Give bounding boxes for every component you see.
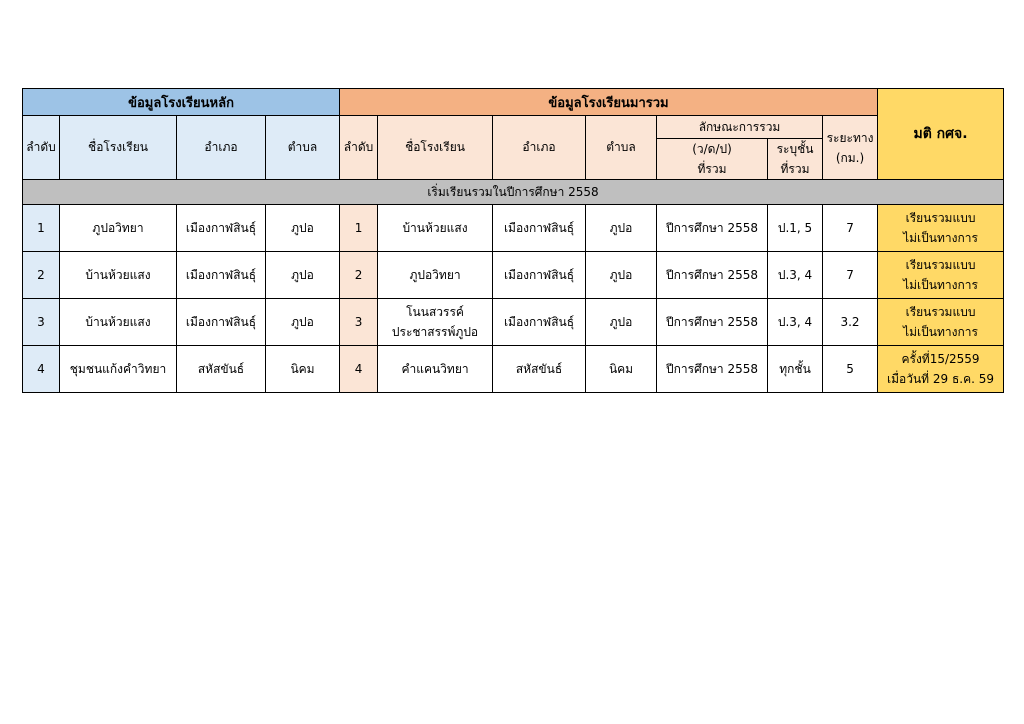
row-merge-school-line1: บ้านห้วยแสง [402, 221, 468, 235]
row-subdistrict: ภูปอ [266, 299, 340, 346]
row-merge-school-line2: ประชาสรรพ์ภูปอ [391, 325, 479, 339]
row-grades: ทุกชั้น [768, 346, 823, 393]
row-seq: 4 [23, 346, 60, 393]
distance-header-line2: (กม.) [835, 150, 865, 165]
row-resolution-line2: ไม่เป็นทางการ [903, 278, 978, 292]
merge-date-header-line2: ที่รวม [697, 162, 727, 176]
row-resolution [878, 346, 1004, 393]
merge-school-header: ชื่อโรงเรียน [378, 116, 493, 180]
table-row [23, 252, 1004, 299]
row-resolution-line2: ไม่เป็นทางการ [903, 325, 978, 339]
row-distance: 5 [823, 346, 878, 393]
school-header: ชื่อโรงเรียน [60, 116, 177, 180]
row-seq: 1 [23, 205, 60, 252]
row-grades: ป.3, 4 [768, 299, 823, 346]
row-resolution [878, 252, 1004, 299]
resolution-header: มติ กศจ. [878, 89, 1004, 180]
row-district: เมืองกาฬสินธุ์ [177, 252, 266, 299]
row-resolution-line2: เมื่อวันที่ 29 ธ.ค. 59 [886, 372, 995, 386]
grade-header-line2: ที่รวม [780, 162, 810, 176]
distance-header [823, 116, 878, 180]
row-seq: 3 [23, 299, 60, 346]
row-merge-subdistrict: นิคม [586, 346, 657, 393]
row-merge-district: เมืองกาฬสินธุ์ [493, 205, 586, 252]
row-merge-school-line1: คำแคนวิทยา [401, 362, 469, 376]
row-school: ชุมชนแก้งคำวิทยา [60, 346, 177, 393]
table-row [23, 205, 1004, 252]
distance-header-line1: ระยะทาง [826, 130, 874, 145]
row-subdistrict: ภูปอ [266, 205, 340, 252]
row-school: บ้านห้วยแสง [60, 252, 177, 299]
row-merge-school-line1: ภูปอวิทยา [409, 268, 461, 282]
table-row [23, 346, 1004, 393]
row-seq: 2 [23, 252, 60, 299]
row-school: บ้านห้วยแสง [60, 299, 177, 346]
row-district: เมืองกาฬสินธุ์ [177, 205, 266, 252]
merge-school-group-header: ข้อมูลโรงเรียนมารวม [340, 89, 878, 116]
main-school-group-header: ข้อมูลโรงเรียนหลัก [23, 89, 340, 116]
row-grades: ป.1, 5 [768, 205, 823, 252]
row-merge-date: ปีการศึกษา 2558 [657, 252, 768, 299]
row-merge-district: เมืองกาฬสินธุ์ [493, 299, 586, 346]
school-merge-table [22, 88, 1004, 393]
merge-subdistrict-header: ตำบล [586, 116, 657, 180]
row-district: สหัสขันธ์ [177, 346, 266, 393]
merge-type-header: ลักษณะการรวม [657, 116, 823, 139]
row-merge-date: ปีการศึกษา 2558 [657, 299, 768, 346]
row-resolution [878, 205, 1004, 252]
grade-header [768, 139, 823, 180]
row-merge-school [378, 252, 493, 299]
row-merge-district: เมืองกาฬสินธุ์ [493, 252, 586, 299]
academic-year-band: เริ่มเรียนรวมในปีการศึกษา 2558 [23, 180, 1004, 205]
seq-header: ลำดับ [23, 116, 60, 180]
row-subdistrict: นิคม [266, 346, 340, 393]
row-merge-district: สหัสขันธ์ [493, 346, 586, 393]
row-resolution-line1: ครั้งที่15/2559 [901, 352, 980, 366]
table-row [23, 299, 1004, 346]
row-resolution-line1: เรียนรวมแบบ [905, 305, 976, 319]
row-merge-seq: 4 [340, 346, 378, 393]
subdistrict-header: ตำบล [266, 116, 340, 180]
row-merge-seq: 1 [340, 205, 378, 252]
row-distance: 7 [823, 205, 878, 252]
merge-date-header-line1: (ว/ด/ป) [692, 142, 732, 156]
grade-header-line1: ระบุชั้น [776, 142, 814, 156]
group-header-row [23, 89, 1004, 116]
row-merge-subdistrict: ภูปอ [586, 299, 657, 346]
row-distance: 7 [823, 252, 878, 299]
row-merge-school [378, 299, 493, 346]
row-school: ภูปอวิทยา [60, 205, 177, 252]
row-merge-subdistrict: ภูปอ [586, 252, 657, 299]
merge-district-header: อำเภอ [493, 116, 586, 180]
row-resolution-line1: เรียนรวมแบบ [905, 258, 976, 272]
row-merge-school-line1: โนนสวรรค์ [406, 305, 464, 319]
row-subdistrict: ภูปอ [266, 252, 340, 299]
row-resolution-line2: ไม่เป็นทางการ [903, 231, 978, 245]
column-header-row [23, 116, 1004, 139]
row-merge-seq: 2 [340, 252, 378, 299]
row-resolution-line1: เรียนรวมแบบ [905, 211, 976, 225]
row-merge-date: ปีการศึกษา 2558 [657, 346, 768, 393]
row-merge-school [378, 205, 493, 252]
row-distance: 3.2 [823, 299, 878, 346]
merge-seq-header: ลำดับ [340, 116, 378, 180]
row-merge-subdistrict: ภูปอ [586, 205, 657, 252]
row-district: เมืองกาฬสินธุ์ [177, 299, 266, 346]
row-merge-school [378, 346, 493, 393]
row-merge-date: ปีการศึกษา 2558 [657, 205, 768, 252]
district-header: อำเภอ [177, 116, 266, 180]
row-grades: ป.3, 4 [768, 252, 823, 299]
row-resolution [878, 299, 1004, 346]
academic-year-band-row [23, 180, 1004, 205]
row-merge-seq: 3 [340, 299, 378, 346]
merge-date-header [657, 139, 768, 180]
